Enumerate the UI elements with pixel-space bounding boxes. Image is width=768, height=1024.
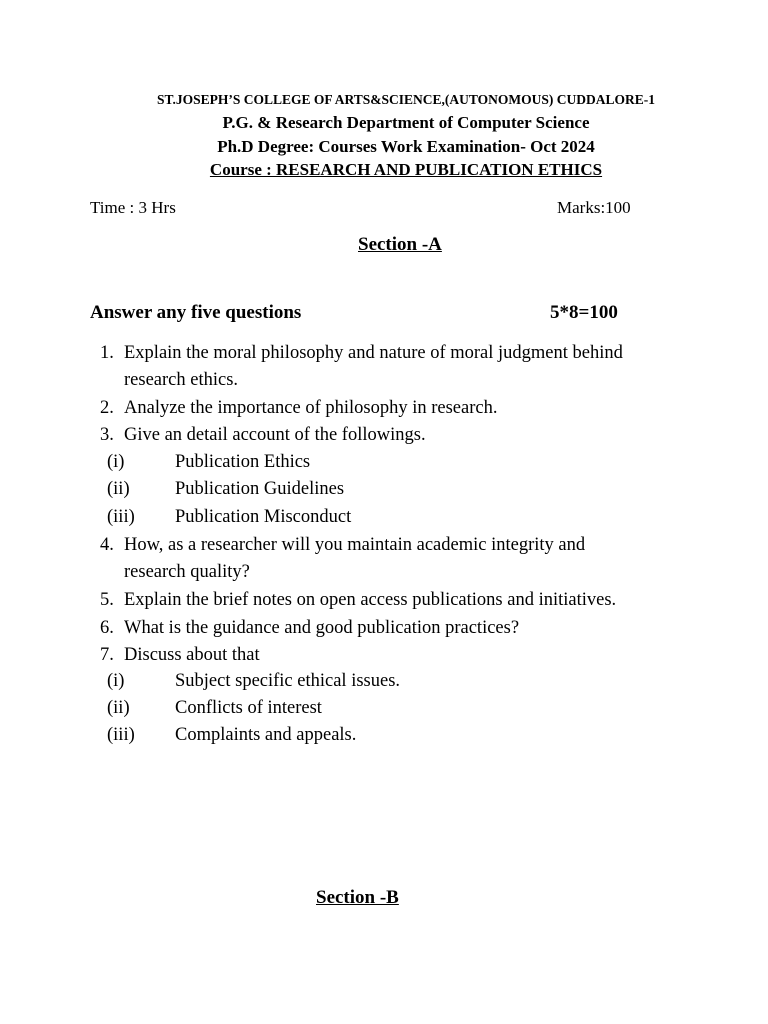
question-number: 6. bbox=[100, 618, 114, 638]
degree-title: Ph.D Degree: Courses Work Examination- Oct 2024 bbox=[217, 137, 595, 156]
sub-item-label: (i) bbox=[107, 671, 125, 691]
question-item bbox=[0, 587, 768, 615]
sub-item-text: Publication Guidelines bbox=[175, 479, 345, 499]
sub-item-text: Complaints and appeals. bbox=[175, 725, 357, 745]
section-a-title: Section -A bbox=[358, 234, 442, 255]
sub-item-text: Publication Ethics bbox=[175, 452, 311, 472]
course-title-text: Course : RESEARCH AND PUBLICATION ETHICS bbox=[209, 160, 603, 179]
instruction: Answer any five questions bbox=[90, 302, 302, 323]
sub-item-label: (i) bbox=[107, 452, 125, 472]
department-name: P.G. & Research Department of Computer Science bbox=[222, 113, 590, 132]
question-number: 3. bbox=[100, 425, 114, 445]
question-text: How, as a researcher will you maintain academic integrity and research quality? bbox=[124, 535, 586, 583]
question-text: What is the guidance and good publication practices? bbox=[124, 618, 520, 638]
question-text: Explain the brief notes on open access publications and initiatives. bbox=[124, 590, 617, 610]
question-number: 4. bbox=[100, 535, 114, 555]
question-item bbox=[0, 395, 768, 423]
question-text: Analyze the importance of philosophy in research. bbox=[124, 398, 498, 418]
exam-time: Time : 3 Hrs bbox=[90, 198, 176, 217]
question-number: 2. bbox=[100, 398, 114, 418]
section-b-title: Section -B bbox=[316, 887, 399, 908]
course-title bbox=[0, 160, 768, 180]
question-item bbox=[0, 340, 768, 396]
question-number: 5. bbox=[100, 590, 114, 610]
marks-split: 5*8=100 bbox=[550, 302, 618, 323]
sub-item-text: Publication Misconduct bbox=[175, 507, 352, 527]
question-item bbox=[0, 422, 768, 450]
sub-item-label: (ii) bbox=[107, 698, 130, 718]
college-name: ST.JOSEPH’S COLLEGE OF ARTS&SCIENCE,(AUTONOMOUS) CUDDALORE-1 bbox=[156, 92, 656, 107]
sub-item-text: Conflicts of interest bbox=[175, 698, 322, 718]
question-item bbox=[0, 532, 768, 588]
question-text: Give an detail account of the followings. bbox=[124, 425, 426, 445]
sub-item-label: (iii) bbox=[107, 507, 135, 527]
sub-item-text: Subject specific ethical issues. bbox=[175, 671, 401, 691]
question-text: Explain the moral philosophy and nature of moral judgment behind research ethics. bbox=[124, 343, 623, 391]
sub-item-label: (ii) bbox=[107, 479, 130, 499]
sub-item-label: (iii) bbox=[107, 725, 135, 745]
question-number: 1. bbox=[100, 343, 114, 363]
question-item bbox=[0, 642, 768, 670]
question-text: Discuss about that bbox=[124, 645, 260, 665]
question-number: 7. bbox=[100, 645, 114, 665]
exam-marks: Marks:100 bbox=[557, 198, 631, 217]
question-item bbox=[0, 615, 768, 643]
